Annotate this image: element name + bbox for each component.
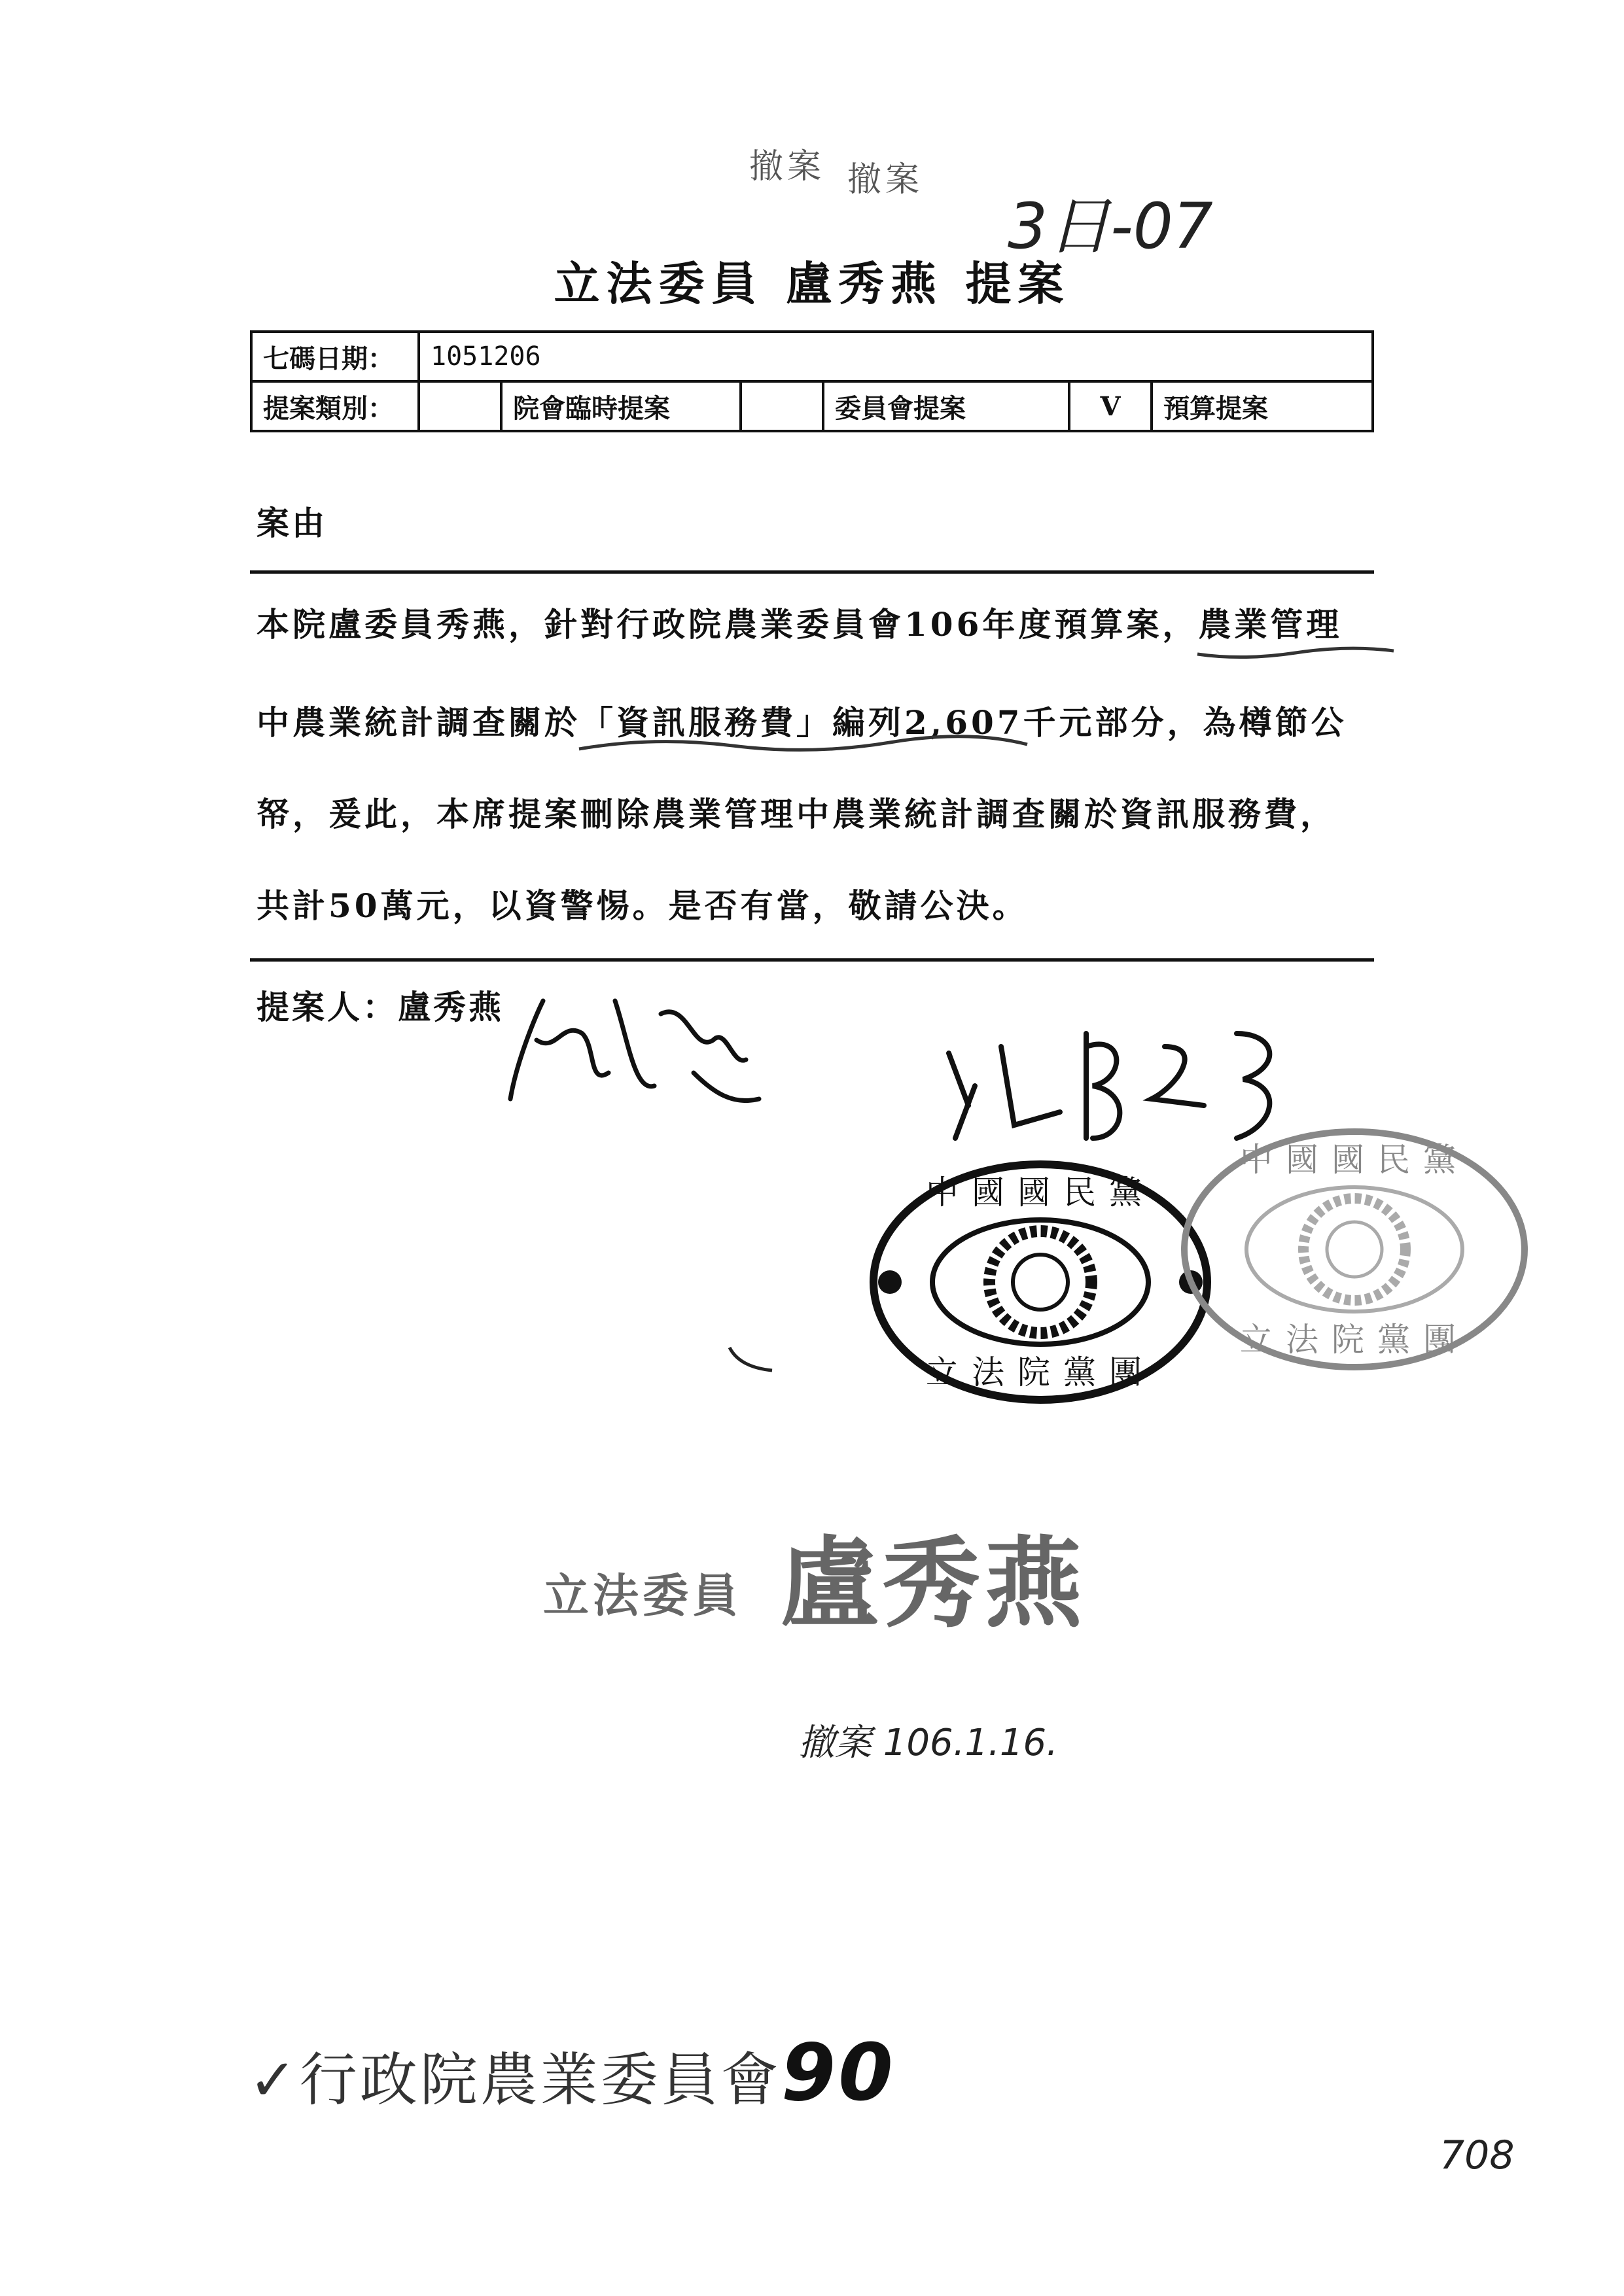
type-option-2-label: 委員會提案 [823,381,1069,431]
seal-2-top-text: 中國國民黨 [1240,1141,1469,1179]
type-option-1-label: 院會臨時提案 [501,381,741,431]
body-line-1: 本院盧委員秀燕，針對行政院農業委員會106年度預算案，農業管理 [256,605,1343,644]
divider-top [250,570,1374,574]
signature-1 [497,962,772,1132]
date-value: 1051206 [419,332,1373,381]
page-title: 立法委員 盧秀燕 提案 [554,256,1070,311]
divider-bottom [250,958,1374,962]
body-line-2: 中農業統計調查關於「資訊服務費」編列2,607千元部分，為樽節公 [256,703,1347,742]
proposal-meta-table [250,330,1374,432]
footer-agency: ✓行政院農業委員會 [249,2046,781,2113]
party-seal-2 [1171,1119,1538,1380]
withdraw-stamp-1: 撤案 [749,147,826,186]
handwritten-code: 3日-07 [1008,190,1213,263]
page-number: 708 [1439,2132,1515,2178]
type-label: 提案類別： [251,381,419,431]
body-line-4: 共計50萬元，以資警惕。是否有當，敬請公決。 [256,886,1029,925]
proposer-line: 提案人：盧秀燕 [256,988,504,1026]
underline-mark-2 [576,726,1034,765]
reason-heading: 案由 [256,504,327,542]
type-option-3-label: 預算提案 [1152,381,1373,431]
withdraw-stamp-2: 撤案 [847,160,924,200]
seal-2-bottom-text: 立法院黨團 [1240,1321,1469,1359]
party-seal-1 [864,1151,1217,1413]
seal-1-top-text: 中國國民黨 [926,1174,1155,1211]
stray-mark [726,1341,779,1380]
footer-number: 90 [781,2028,896,2119]
legislator-name-stamp [543,1505,1086,1646]
type-option-2-checkbox [741,381,823,431]
body-line-3: 帑，爰此，本席提案刪除農業管理中農業統計調查關於資訊服務費， [256,795,1336,833]
type-option-1-checkbox [419,381,501,431]
type-option-3-checkbox: V [1069,381,1152,431]
withdraw-note: 撤案 106.1.16. [798,1722,1058,1764]
date-label: 七碼日期： [251,332,419,381]
seal-1-bottom-text: 立法院黨團 [926,1353,1155,1391]
footer-agency-line [249,2028,896,2119]
underline-mark-1 [1191,589,1400,674]
name-stamp-name: 盧秀燕 [780,1526,1087,1641]
name-stamp-prefix: 立法委員 [543,1568,742,1623]
